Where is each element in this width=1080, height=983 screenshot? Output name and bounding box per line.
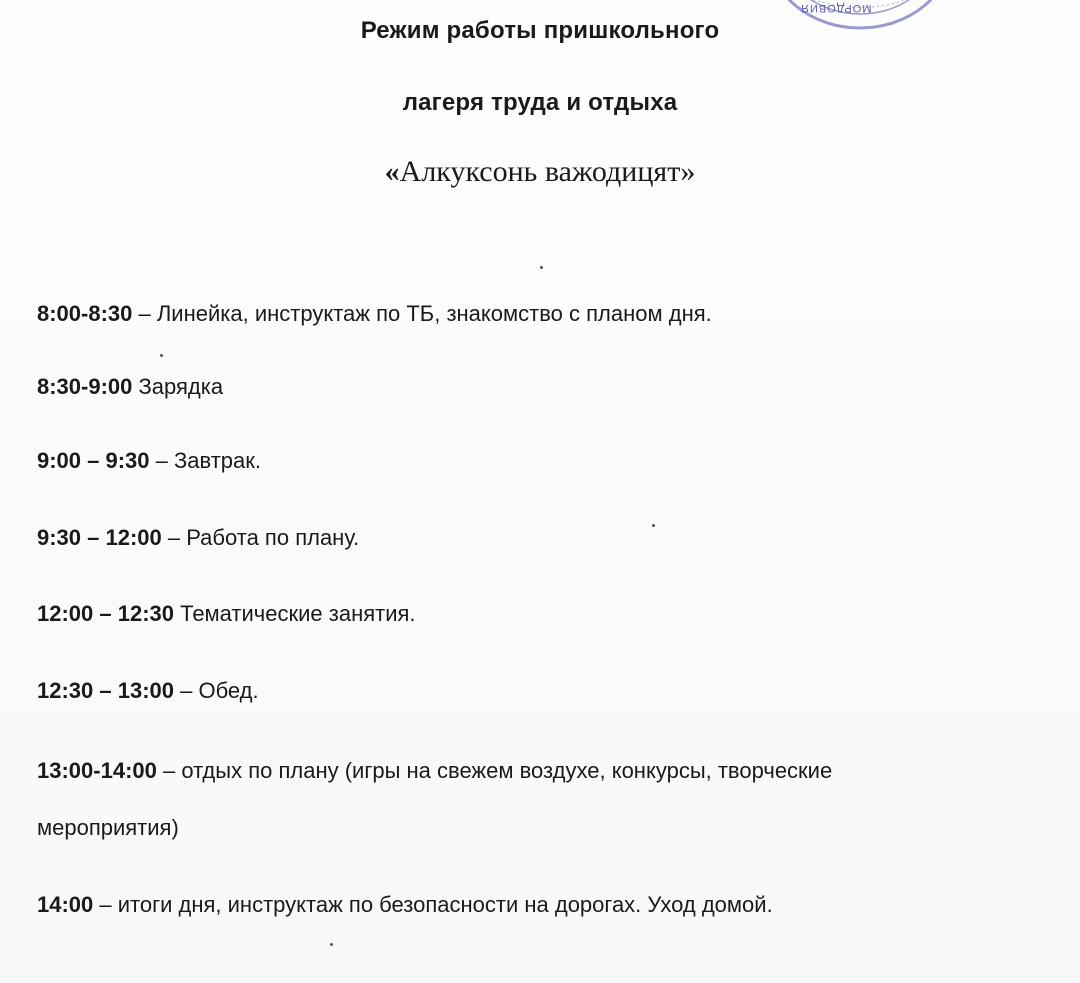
stamp-text: МОРДОВИЯ: [800, 2, 872, 14]
schedule-time: 9:30 – 12:00: [37, 525, 162, 550]
schedule-time: 12:30 – 13:00: [37, 678, 174, 703]
schedule-row: [37, 523, 1067, 553]
schedule-text: – итоги дня, инструктаж по безопасности на дорогах. Уход домой.: [93, 892, 773, 917]
schedule-time: 8:00-8:30: [37, 301, 133, 326]
camp-name-text: Алкуксонь важодицят: [399, 155, 681, 188]
schedule-text: – Работа по плану.: [161, 525, 360, 550]
scan-speck: [160, 354, 163, 357]
schedule-row: [37, 372, 1067, 402]
schedule-text: – Линейка, инструктаж по ТБ, знакомство с планом дня.: [132, 301, 712, 326]
schedule-row: [37, 676, 1067, 706]
schedule-text: – Завтрак.: [149, 448, 262, 473]
scan-speck: [330, 943, 333, 946]
quote-close: »: [680, 155, 696, 188]
document-title-line2: лагеря труда и отдыха: [402, 89, 678, 116]
schedule-text: Тематические занятия.: [174, 601, 416, 626]
schedule-row-continuation: [37, 813, 1067, 843]
schedule-time: 8:30-9:00: [37, 374, 133, 399]
schedule-text: Зарядка: [132, 374, 224, 399]
scan-speck: [540, 266, 543, 269]
schedule-text: – отдых по плану (игры на свежем воздухе, конкурсы, творческие: [156, 758, 833, 783]
camp-name: [0, 155, 1080, 189]
schedule-row: [37, 446, 1067, 476]
schedule-text-continuation: мероприятия): [37, 815, 179, 840]
schedule-row: [37, 890, 1067, 920]
schedule-row: [37, 756, 1067, 786]
document-title-line1: Режим работы пришкольного: [360, 17, 720, 44]
schedule-row: [37, 299, 1067, 329]
quote-open: «: [384, 155, 400, 188]
schedule-time: 13:00-14:00: [37, 758, 157, 783]
scan-speck: [652, 524, 655, 527]
schedule-time: 12:00 – 12:30: [37, 601, 174, 626]
schedule-text: – Обед.: [174, 678, 259, 703]
schedule-row: [37, 599, 1067, 629]
schedule-time: 14:00: [37, 892, 94, 917]
schedule-time: 9:00 – 9:30: [37, 448, 150, 473]
